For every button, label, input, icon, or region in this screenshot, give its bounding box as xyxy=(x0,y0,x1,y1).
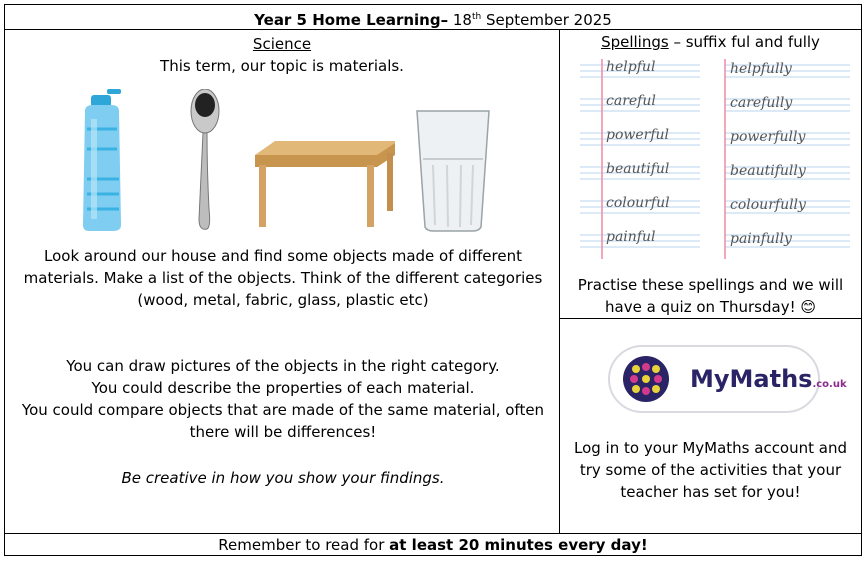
spellings-heading xyxy=(560,33,861,51)
mymaths-logo-text xyxy=(690,365,847,393)
mymaths-panel xyxy=(560,319,861,533)
materials-pictures xyxy=(5,89,559,239)
water-bottle-image xyxy=(77,89,127,234)
science-panel xyxy=(5,29,560,533)
science-idea-line: You can draw pictures of the objects in the right category. xyxy=(66,357,500,375)
spelling-word: painful xyxy=(606,229,656,245)
spelling-word: powerful xyxy=(606,127,670,143)
spelling-list xyxy=(580,59,850,259)
title-date-suffix: th xyxy=(471,12,482,22)
spellings-panel xyxy=(560,29,861,319)
drinking-glass-image xyxy=(413,109,493,234)
spelling-word: colourful xyxy=(606,195,670,211)
science-encouragement: Be creative in how you show your findings. xyxy=(121,469,445,487)
page-title xyxy=(5,5,861,30)
science-instructions: Look around our house and find some objects made of different materials. Make a list of the objects. Think of the different categories (wood, metal, fabric, glass, plastic etc) xyxy=(23,247,543,309)
spellings-suffix-note: – suffix ful and fully xyxy=(668,33,820,51)
spellings-title: Spellings xyxy=(601,33,669,51)
spellings-instructions: Practise these spellings and we will have a quiz on Thursday! 😊 xyxy=(577,276,844,316)
reminder-text: Remember to read for xyxy=(218,536,390,554)
mymaths-logo xyxy=(608,345,847,413)
spelling-word: helpfully xyxy=(730,61,792,77)
science-idea-line: You could compare objects that are made of the same material, often there will be differences! xyxy=(21,401,545,441)
spelling-word: careful xyxy=(606,93,656,109)
science-heading: Science xyxy=(252,35,312,53)
mymaths-dots-icon xyxy=(622,355,670,403)
spelling-word: carefully xyxy=(730,95,793,111)
logo-sub: .co.uk xyxy=(812,379,847,390)
mymaths-instructions: Log in to your MyMaths account and try some of the activities that your teacher has set for you! xyxy=(574,439,847,501)
spelling-word: beautifully xyxy=(730,163,806,179)
home-learning-sheet xyxy=(4,4,862,556)
spelling-word: helpful xyxy=(606,59,656,75)
science-subtitle: This term, our topic is materials. xyxy=(160,57,404,75)
reminder-emphasis: at least 20 minutes every day! xyxy=(389,536,648,554)
title-dash: – xyxy=(440,11,449,29)
science-ideas xyxy=(13,355,553,443)
title-main: Year 5 Home Learning xyxy=(254,11,441,29)
spelling-word: beautiful xyxy=(606,161,670,177)
science-idea-line: You could describe the properties of each material. xyxy=(91,379,475,397)
title-date-rest: September 2025 xyxy=(481,11,612,29)
spelling-word: powerfully xyxy=(730,129,806,145)
reading-reminder xyxy=(5,533,861,556)
spelling-word: colourfully xyxy=(730,197,806,213)
logo-main: MyMaths xyxy=(690,365,813,393)
spoon-image xyxy=(185,89,225,234)
wooden-table-image xyxy=(255,141,400,231)
title-date-day: 18 xyxy=(452,11,472,29)
spelling-word: painfully xyxy=(730,231,792,247)
